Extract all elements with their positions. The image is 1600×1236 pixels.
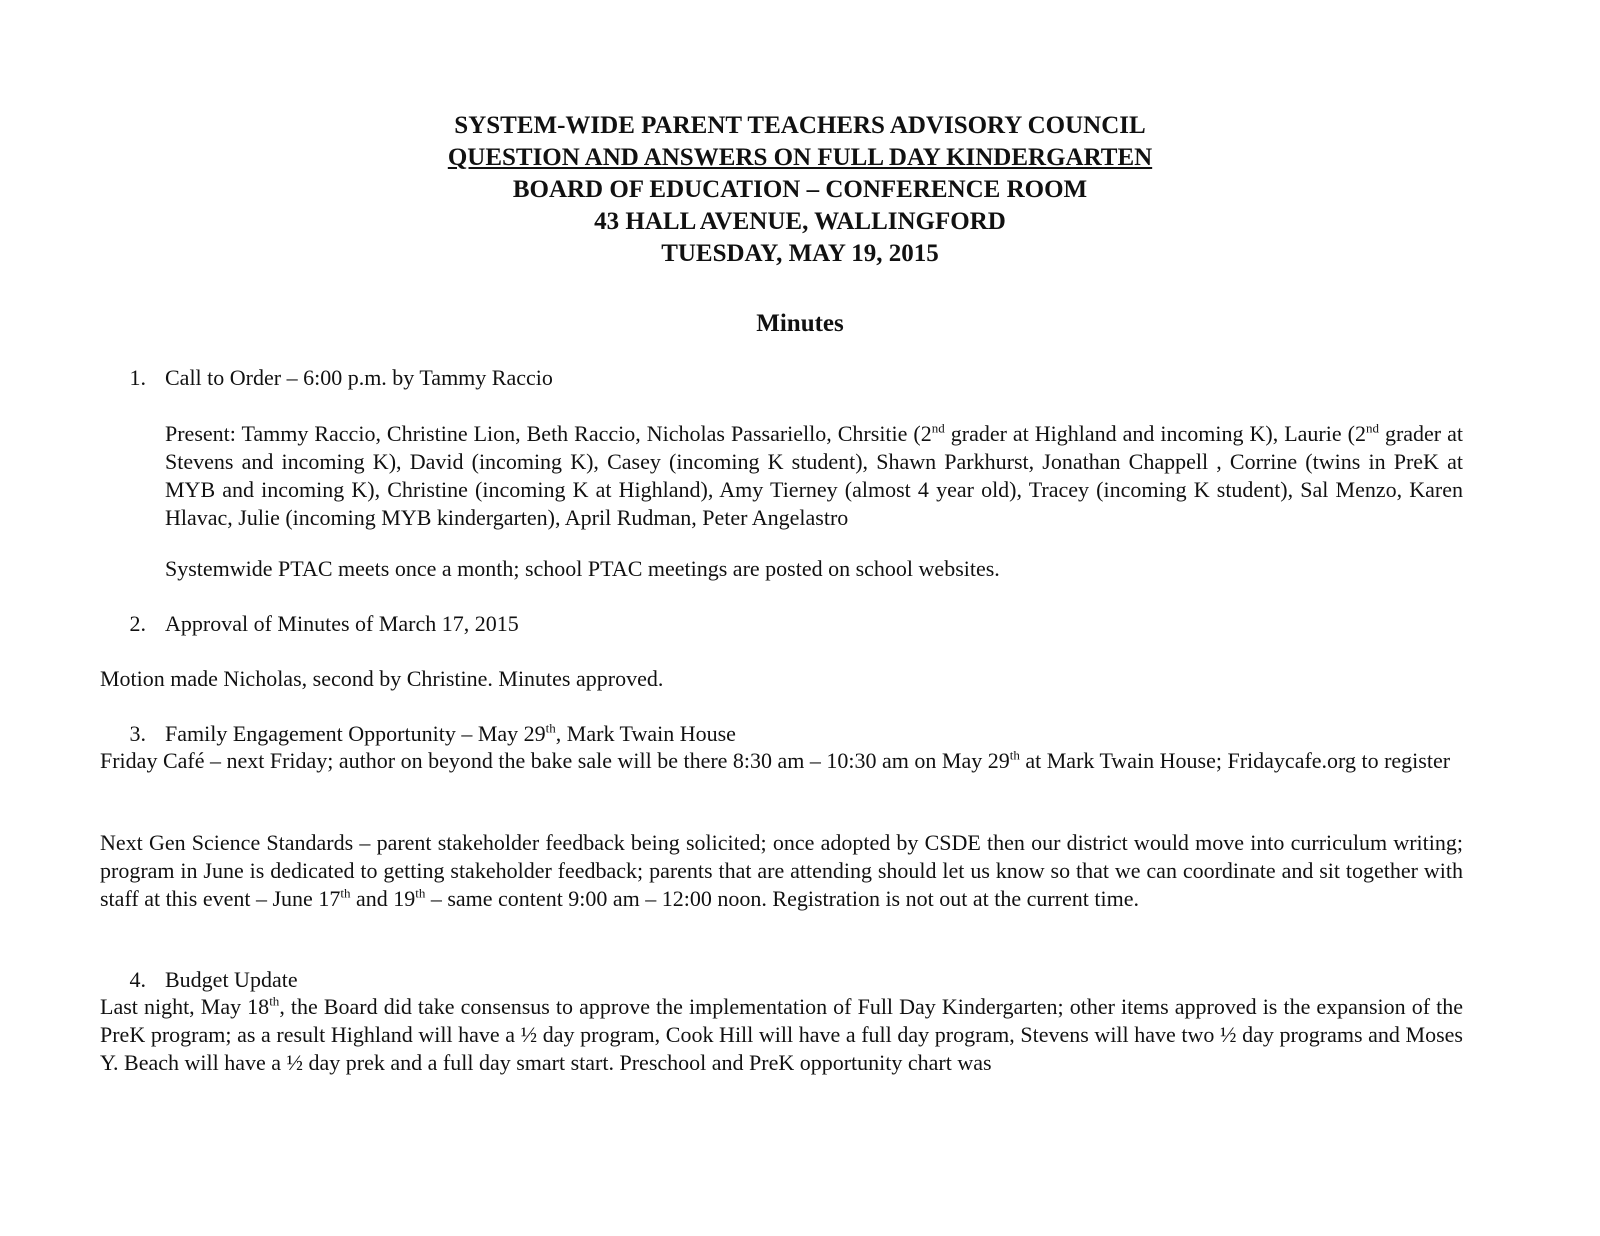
item-approval-of-minutes: Approval of Minutes of March 17, 2015 — [165, 611, 519, 636]
present-attendees: Present: Tammy Raccio, Christine Lion, Beth Raccio, Nicholas Passariello, Chrsitie (2nd grader at Highland and incoming K), Laurie (2nd grader at Stevens and incoming K), David (incoming K), Casey (incoming K student), Shawn Parkhurst, Jonathan Chappell , Corrine (twins in PreK at MYB and incoming K), Christine (incoming K at Highland), Amy Tierney (almost 4 year old), Tracey (incoming K student), Sal Menzo, Karen Hlavac, Julie (incoming MYB kindergarten), April Rudman, Peter Angelastro — [165, 420, 1463, 530]
motion-text: Motion made Nicholas, second by Christine. Minutes approved. — [100, 666, 664, 691]
header-council-title: SYSTEM-WIDE PARENT TEACHERS ADVISORY COUNCIL — [454, 112, 1146, 139]
friday-cafe-paragraph: Friday Café – next Friday; author on beyond the bake sale will be there 8:30 am – 10:30 am on May 29th at Mark Twain House; Fridaycafe.org to register — [100, 747, 1451, 773]
header-subject: QUESTION AND ANSWERS ON FULL DAY KINDERGARTEN — [447, 144, 1153, 171]
item-call-to-order: Call to Order – 6:00 p.m. by Tammy Raccio — [165, 365, 553, 390]
next-gen-science-paragraph: Next Gen Science Standards – parent stakeholder feedback being solicited; once adopted by CSDE then our district would move into curriculum writing; program in June is dedicated to getting stakeholder feedback; parents that are attending should let us know so that we can coordinate and sit together with staff at this event – June 17th and 19th – same content 9:00 am – 12:00 noon. Registration is not out at the current time. — [100, 830, 1463, 911]
item-budget-update: Budget Update — [165, 967, 298, 992]
header-date: TUESDAY, MAY 19, 2015 — [661, 240, 939, 267]
item-number: 3. — [129, 721, 146, 746]
budget-paragraph: Last night, May 18th, the Board did take consensus to approve the implementation of Full Day Kindergarten; other items approved is the expansion of the PreK program; as a result Highland will have a ½ day program, Cook Hill will have a full day program, Stevens will have two ½ day programs and Moses Y. Beach will have a ½ day prek and a full day smart start. Preschool and PreK opportunity chart was — [100, 993, 1463, 1075]
minutes-heading: Minutes — [756, 310, 844, 337]
document-header — [0, 110, 1600, 270]
header-address: 43 HALL AVENUE, WALLINGFORD — [594, 208, 1006, 235]
header-location: BOARD OF EDUCATION – CONFERENCE ROOM — [512, 176, 1088, 203]
systemwide-note: Systemwide PTAC meets once a month; school PTAC meetings are posted on school websites. — [165, 556, 1000, 581]
item-family-engagement: Family Engagement Opportunity – May 29th, Mark Twain House — [165, 720, 736, 746]
item-number: 1. — [129, 365, 146, 390]
item-number: 2. — [129, 611, 146, 636]
item-number: 4. — [129, 967, 146, 992]
